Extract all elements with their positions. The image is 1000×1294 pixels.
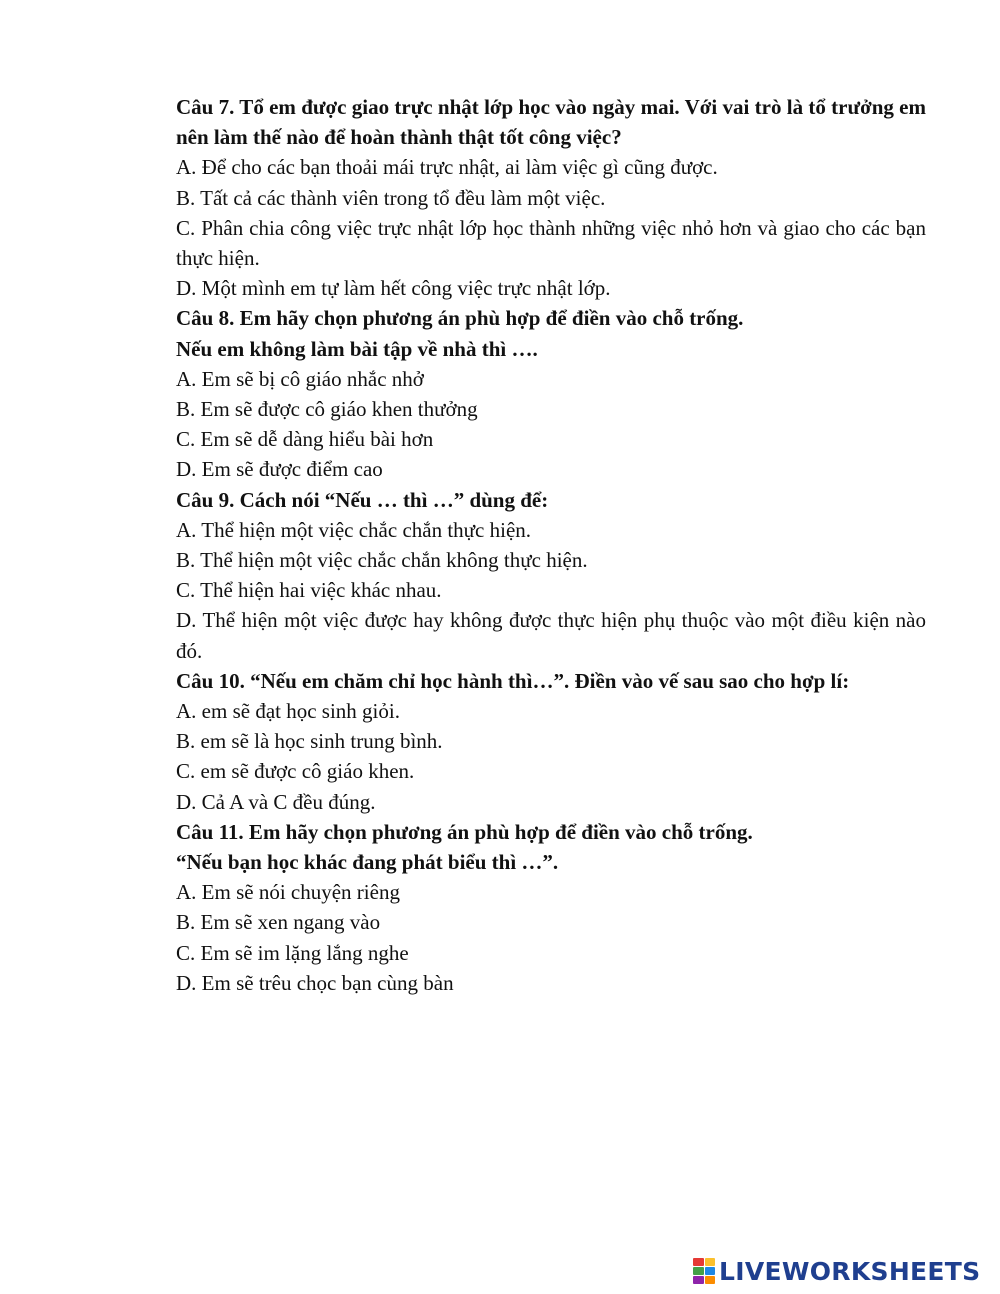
question-7-option-c: C. Phân chia công việc trực nhật lớp học thành những việc nhỏ hơn và giao cho các bạn thực hiện. xyxy=(176,215,926,271)
logo-square xyxy=(693,1267,704,1275)
question-10-option-b: B. em sẽ là học sinh trung bình. xyxy=(176,729,443,754)
question-8-option-d: D. Em sẽ được điểm cao xyxy=(176,457,383,482)
question-10-title: Câu 10. “Nếu em chăm chỉ học hành thì…”. Điền vào vế sau sao cho hợp lí: xyxy=(176,668,850,693)
logo-square xyxy=(705,1258,716,1266)
question-11-option-b: B. Em sẽ xen ngang vào xyxy=(176,910,381,935)
liveworksheets-logo xyxy=(693,1255,993,1287)
question-7-title: Câu 7. Tổ em được giao trực nhật lớp học vào ngày mai. Với vai trò là tổ trưởng em nên làm thế nào để hoàn thành thật tốt công việc? xyxy=(176,95,926,150)
question-7-option-b: B. Tất cả các thành viên trong tổ đều làm một việc. xyxy=(176,185,606,210)
question-10-option-c: C. em sẽ được cô giáo khen. xyxy=(176,759,415,784)
liveworksheets-logo-text: LIVEWORKSHEETS xyxy=(719,1256,981,1286)
liveworksheets-logo-icon xyxy=(693,1258,715,1284)
worksheet-content xyxy=(176,92,926,998)
question-9-option-d: D. Thể hiện một việc được hay không được thực hiện phụ thuộc vào một điều kiện nào đó. xyxy=(176,608,926,663)
question-11-option-a: A. Em sẽ nói chuyện riêng xyxy=(176,880,400,905)
logo-square xyxy=(693,1258,704,1266)
question-7-option-d: D. Một mình em tự làm hết công việc trực nhật lớp. xyxy=(176,276,611,301)
question-8-option-a: A. Em sẽ bị cô giáo nhắc nhở xyxy=(176,366,424,391)
question-7-option-a: A. Để cho các bạn thoải mái trực nhật, ai làm việc gì cũng được. xyxy=(176,155,718,180)
question-8-prompt: Nếu em không làm bài tập về nhà thì …. xyxy=(176,336,538,361)
question-11-option-c: C. Em sẽ im lặng lắng nghe xyxy=(176,940,409,965)
question-9-option-c: C. Thể hiện hai việc khác nhau. xyxy=(176,578,442,603)
question-9-title: Câu 9. Cách nói “Nếu … thì …” dùng để: xyxy=(176,487,549,512)
question-11-option-d: D. Em sẽ trêu chọc bạn cùng bàn xyxy=(176,970,454,995)
logo-square xyxy=(705,1267,716,1275)
question-10-option-a: A. em sẽ đạt học sinh giỏi. xyxy=(176,699,400,724)
logo-square xyxy=(693,1276,704,1284)
question-8-option-b: B. Em sẽ được cô giáo khen thưởng xyxy=(176,397,478,422)
question-9-option-b: B. Thể hiện một việc chắc chắn không thực hiện. xyxy=(176,548,588,573)
question-9-option-a: A. Thể hiện một việc chắc chắn thực hiện. xyxy=(176,517,532,542)
question-11-title: Câu 11. Em hãy chọn phương án phù hợp để điền vào chỗ trống. xyxy=(176,819,753,844)
question-8-title: Câu 8. Em hãy chọn phương án phù hợp để điền vào chỗ trống. xyxy=(176,306,744,331)
question-10-option-d: D. Cả A và C đều đúng. xyxy=(176,789,376,814)
question-11-prompt: “Nếu bạn học khác đang phát biểu thì …”. xyxy=(176,850,559,875)
question-8-option-c: C. Em sẽ dễ dàng hiểu bài hơn xyxy=(176,427,434,452)
logo-square xyxy=(705,1276,716,1284)
